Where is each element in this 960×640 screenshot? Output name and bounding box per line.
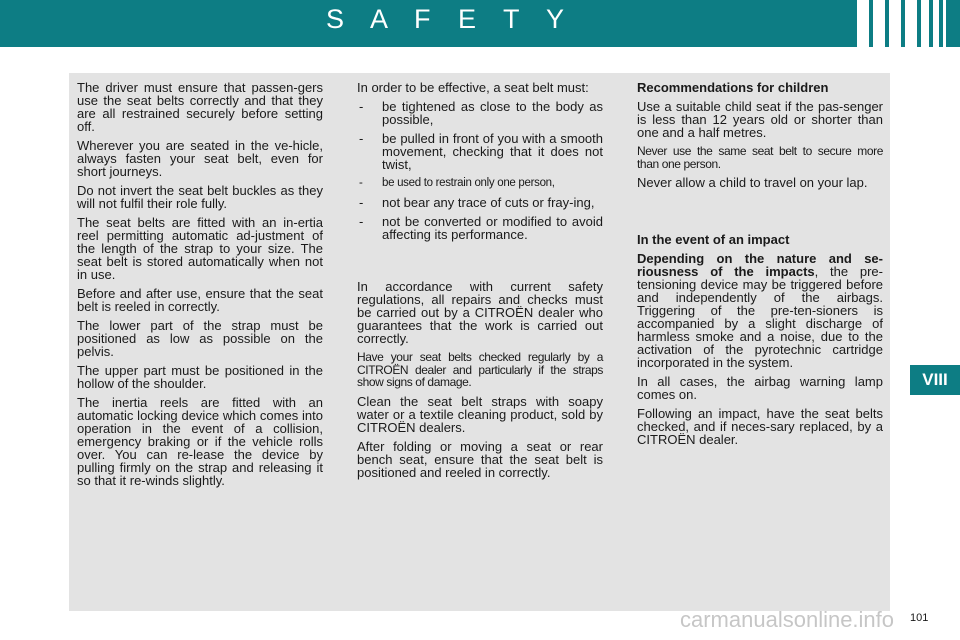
column-middle	[357, 81, 603, 485]
paragraph: The lower part of the strap must be positioned as low as possible on the pelvis.	[77, 318, 323, 359]
spacer	[637, 195, 883, 233]
watermark: carmanualsonline.info	[680, 607, 895, 632]
stripe	[921, 0, 929, 47]
paragraph: The seat belts are fitted with an in-ertia reel permitting automatic ad-justment of the length of the strap to your size. The seat belt is stored automatically when not in use.	[77, 215, 323, 282]
list-item: - be tightened as close to the body as possible,	[357, 100, 603, 126]
decorative-stripes	[857, 0, 946, 47]
chapter-tab: VIII	[910, 365, 960, 395]
paragraph: Wherever you are seated in the ve-hicle, always fasten your seat belt, even for short journeys.	[77, 138, 323, 179]
paragraph: In accordance with current safety regulations, all repairs and checks must be carried out by a CITROËN dealer who guarantees that the work is carried out correctly.	[357, 279, 603, 346]
page-number: 101	[910, 612, 929, 624]
impact-bold-text: Depending on the nature and se-riousness of the impacts	[637, 251, 883, 279]
paragraph: The upper part must be positioned in the hollow of the shoulder.	[77, 363, 323, 391]
spacer	[357, 247, 603, 280]
list-item: - be pulled in front of you with a smooth movement, checking that it does not twist,	[357, 132, 603, 171]
column-left	[77, 81, 323, 493]
paragraph: Clean the seat belt straps with soapy water or a textile cleaning product, sold by CITROËN dealers.	[357, 393, 603, 435]
paragraph: Following an impact, have the seat belts checked, and if neces-sary replaced, by a CITROËN dealer.	[637, 406, 883, 447]
section-heading-impact: In the event of an impact	[637, 232, 790, 247]
section-heading-children: Recommendations for children	[637, 80, 829, 95]
paragraph: Do not invert the seat belt buckles as they will not fulfil their role fully.	[77, 183, 323, 211]
stripe	[857, 0, 869, 47]
page-title: S A F E T Y	[325, 4, 575, 34]
paragraph: Use a suitable child seat if the pas-senger is less than 12 years old or shorter than one and a half metres.	[637, 99, 883, 140]
list-item: - not bear any trace of cuts or fray-ing,	[357, 196, 603, 209]
paragraph: In all cases, the airbag warning lamp comes on.	[637, 374, 883, 402]
paragraph: Never allow a child to travel on your lap.	[637, 175, 868, 190]
column-right	[637, 81, 883, 452]
paragraph: Before and after use, ensure that the seat belt is reeled in correctly.	[77, 286, 323, 314]
paragraph-note: Have your seat belts checked regularly by a CITROËN dealer and particularly if the straps show signs of damage.	[357, 350, 603, 389]
impact-text: , the pre-tensioning device may be triggered before and independently of the airbags. Triggering of the pre-ten-sioners is accompanied by a slight discharge of harmless smoke and a noise, due to the activation of the pyrotechnic cartridge incorporated in the system.	[637, 264, 883, 370]
stripe	[873, 0, 885, 47]
paragraph: After folding or moving a seat or rear bench seat, ensure that the seat belt is positioned and reeled in correctly.	[357, 438, 603, 480]
list-intro: In order to be effective, a seat belt must:	[357, 80, 589, 95]
paragraph: The inertia reels are fitted with an automatic locking device which comes into operation in the event of a collision, emergency braking or if the vehicle rolls over. You can re-lease the device by pulling firmly on the strap and releasing it so that it re-winds slightly.	[77, 395, 323, 488]
stripe	[889, 0, 901, 47]
stripe	[943, 0, 946, 47]
list-item: - not be converted or modified to avoid affecting its performance.	[357, 215, 603, 241]
stripe	[933, 0, 939, 47]
stripe	[905, 0, 917, 47]
header-bar	[0, 0, 960, 47]
list-item: - be used to restrain only one person,	[357, 177, 603, 190]
paragraph-note: Never use the same seat belt to secure more than one person.	[637, 144, 883, 171]
requirements-list	[357, 100, 603, 241]
paragraph-impact	[637, 252, 883, 369]
paragraph: The driver must ensure that passen-gers use the seat belts correctly and that they are all restrained securely before setting off.	[77, 80, 323, 134]
